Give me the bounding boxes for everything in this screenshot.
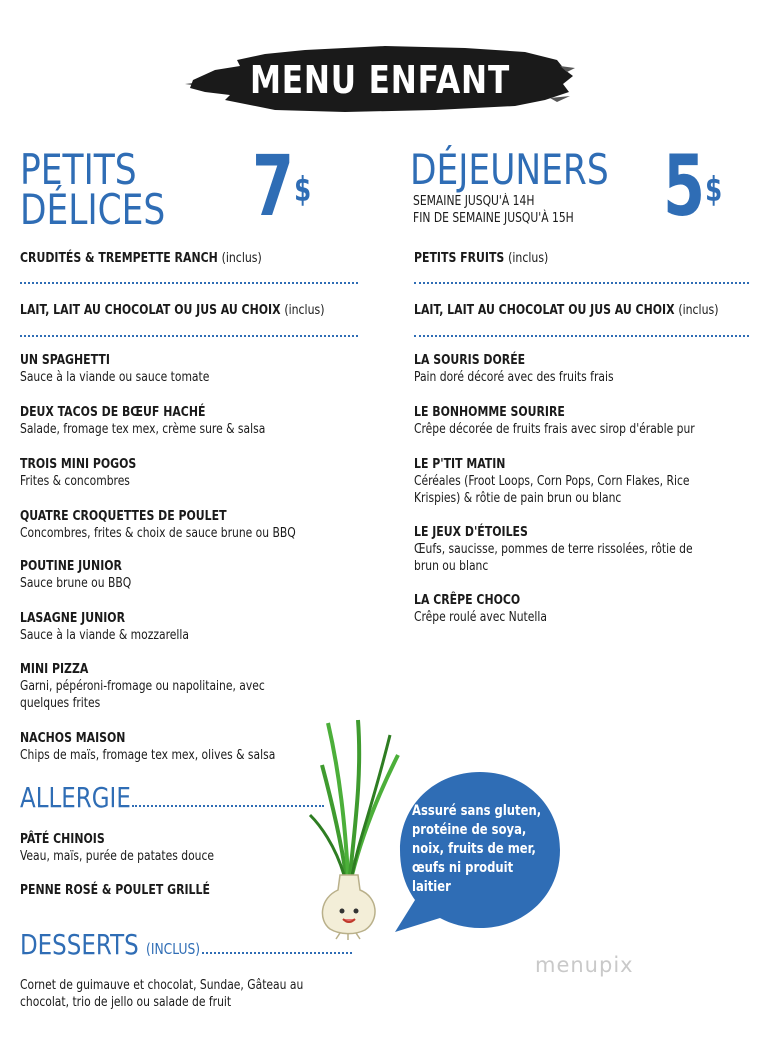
dotted-divider xyxy=(414,335,749,337)
menu-item: PENNE ROSÉ & POULET GRILLÉ xyxy=(20,882,210,898)
included-item: PETITS FRUITS (inclus) xyxy=(414,250,549,266)
watermark: menupix xyxy=(535,953,634,977)
included-item: LAIT, LAIT AU CHOCOLAT OU JUS AU CHOIX (inclus) xyxy=(414,302,719,318)
menu-item: MINI PIZZA Garni, pépéroni-fromage ou napolitaine, avec quelques frites xyxy=(20,661,265,711)
menu-item: LE BONHOMME SOURIRE Crêpe décorée de fruits frais avec sirop d'érable pur xyxy=(414,404,695,437)
allergy-bubble-text: Assuré sans gluten, protéine de soya, noix, fruits de mer, œufs ni produit laitier xyxy=(412,803,542,895)
menu-item: UN SPAGHETTI Sauce à la viande ou sauce tomate xyxy=(20,352,210,385)
desserts-title: DESSERTS (INCLUS) xyxy=(20,928,201,961)
dejeuners-title: DÉJEUNERS xyxy=(410,145,609,194)
included-item: CRUDITÉS & TREMPETTE RANCH (inclus) xyxy=(20,250,262,266)
menu-item: POUTINE JUNIOR Sauce brune ou BBQ xyxy=(20,558,132,591)
menu-item: LE JEUX D'ÉTOILES Œufs, saucisse, pommes de terre rissolées, rôtie de brun ou blanc xyxy=(414,524,693,574)
menu-item: LA CRÊPE CHOCO Crêpe roulé avec Nutella xyxy=(414,592,547,625)
dotted-divider xyxy=(20,335,358,337)
dejeuners-hours: SEMAINE JUSQU'À 14H FIN DE SEMAINE JUSQU'À 15H xyxy=(413,194,574,226)
dejeuners-price: 5$ xyxy=(663,137,723,235)
dotted-divider xyxy=(202,952,352,954)
dessert-description: Cornet de guimauve et chocolat, Sundae, Gâteau au chocolat, trio de jello ou salade de fruit xyxy=(20,978,304,1010)
menu-item: NACHOS MAISON Chips de maïs, fromage tex mex, olives & salsa xyxy=(20,730,276,763)
dotted-divider xyxy=(414,282,749,284)
menu-item: LA SOURIS DORÉE Pain doré décoré avec des fruits frais xyxy=(414,352,614,385)
included-item: LAIT, LAIT AU CHOCOLAT OU JUS AU CHOIX (inclus) xyxy=(20,302,325,318)
petits-delices-title: PETITS DÉLICES xyxy=(20,145,166,234)
allergie-title: ALLERGIE xyxy=(20,781,131,814)
menu-banner xyxy=(185,40,575,118)
menu-item: QUATRE CROQUETTES DE POULET Concombres, frites & choix de sauce brune ou BBQ xyxy=(20,508,296,541)
menu-title: MENU ENFANT xyxy=(249,58,511,102)
menu-item: DEUX TACOS DE BŒUF HACHÉ Salade, fromage tex mex, crème sure & salsa xyxy=(20,404,266,437)
menu-item: PÂTÉ CHINOIS Veau, maïs, purée de patates douce xyxy=(20,831,215,864)
dotted-divider xyxy=(20,282,358,284)
menu-item: LE P'TIT MATIN Céréales (Froot Loops, Corn Pops, Corn Flakes, Rice Krispies) & rôtie de pain brun ou blanc xyxy=(414,456,690,506)
menu-item: LASAGNE JUNIOR Sauce à la viande & mozzarella xyxy=(20,610,189,643)
menu-item: TROIS MINI POGOS Frites & concombres xyxy=(20,456,137,489)
petits-delices-price: 7$ xyxy=(252,137,312,235)
dotted-divider xyxy=(132,805,324,807)
